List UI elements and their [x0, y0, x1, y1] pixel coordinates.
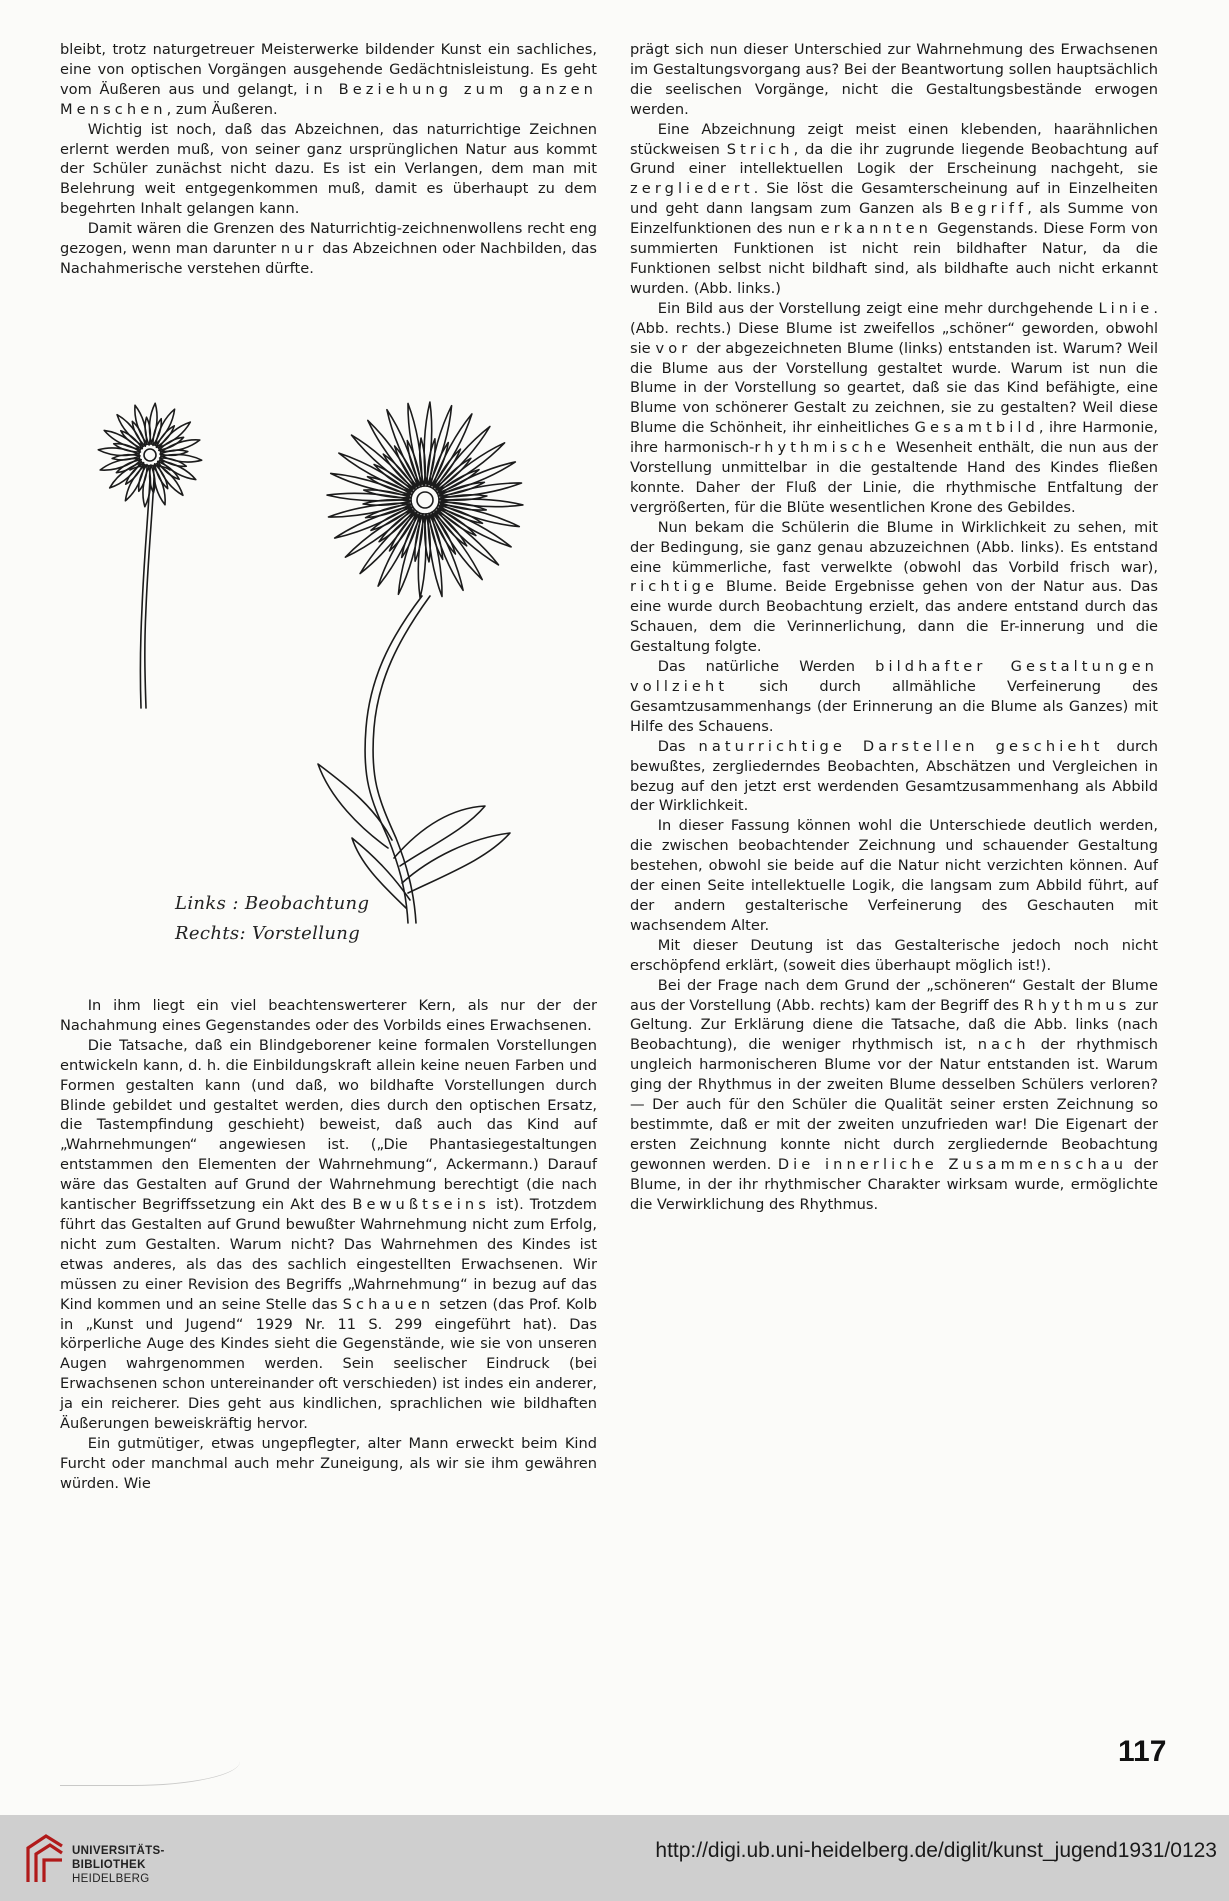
- paragraph: Das natürliche Werden bildhafter Gestaltungen vollzieht sich durch allmähliche Verfeinerung des Gesamtzusammenhangs (der Erinnerung an die Blume als Ganzes) mit Hilfe des Schauens.: [630, 658, 1158, 735]
- spaced-emphasis: richtige: [630, 578, 719, 596]
- paragraph: Damit wären die Grenzen des Naturrichtig-zeichnenwollens recht eng gezogen, wenn man darunter nur das Abzeichnen oder Nachbilden, das Nachahmerische verstehen dürfte.: [60, 220, 598, 277]
- spaced-emphasis: Linie: [1098, 299, 1154, 317]
- logo-text-line: HEIDELBERG: [72, 1873, 150, 1885]
- paragraph: prägt sich nun dieser Unterschied zur Wahrnehmung des Erwachsenen im Gestaltungsvorgang aus? Bei der Beantwortung sollen hauptsächlich die seelischen Vorgänge, nicht die Gestaltungsbestände erwogen werden.: [630, 41, 1158, 118]
- flower-drawings-figure: [70, 378, 580, 978]
- spaced-emphasis: Die innerliche Zusammenschau: [777, 1155, 1128, 1173]
- spaced-emphasis: Bewußtseins: [352, 1196, 490, 1214]
- paragraph: Wichtig ist noch, daß das Abzeichnen, das naturrichtige Zeichnen erlernt werden muß, von seiner ganz ursprünglichen Natur aus kommt der Schüler zunächst nicht dazu. Es ist ein Verlangen, dem man mit Belehrung weit entgegenkommen muß, damit es überhaupt zu dem begehrten Inhalt gelangen kann.: [60, 120, 597, 218]
- flower-drawings: [70, 378, 580, 978]
- paragraph: Ein gutmütiger, etwas ungepflegter, alter Mann erweckt beim Kind Furcht oder manchmal auch mehr Zuneigung, als wir sie ihm gewähren würden. Wie: [60, 1434, 597, 1492]
- spaced-emphasis: bildhafter Gestaltungen vollzieht: [630, 658, 1158, 695]
- paragraph: Bei der Frage nach dem Grund der „schöneren“ Gestalt der Blume aus der Vorstellung (Abb. rechts) kam der Begriff des Rhythmus zur Geltung. Zur Erklärung diene die Tatsache, daß die Abb. links (nach Beobachtung), die weniger rhythmisch ist, nach der rhythmisch ungleich harmonischeren Blume vor der Natur entstanden ist. Warum ging der Rhythmus in der zweiten Blume desselben Schülers verloren? — Der auch für den Schüler die Qualität seiner ersten Zeichnung so bestimmte, daß er mit der zweiten unzufrieden war! Die Eigenart der ersten Zeichnung konnte nicht durch zergliedernde Beobachtung gewonnen werden. Die innerliche Zusammenschau der Blume, in der ihr rhythmischer Charakter wirksam wurde, ermöglichte die Verwirklichung des Rhythmus.: [630, 976, 1158, 1213]
- spaced-emphasis: Rhythmus: [1023, 996, 1131, 1014]
- spaced-emphasis: erkannten: [820, 220, 933, 238]
- paragraph: In dieser Fassung können wohl die Unterschiede deutlich werden, die zwischen beobachtender Zeichnung und schauender Gestaltung bestehen, obwohl sie beide auf die Natur nicht verzichten können. Auf der einen Seite intellektuelle Logik, die langsam zum Abbild führt, auf der andern gestalterische Verfeinerung des Geschauten mit wachsendem Alter.: [630, 817, 1158, 934]
- spaced-emphasis: naturrichtige Darstellen geschieht: [698, 737, 1104, 755]
- paragraph: bleibt, trotz naturgetreuer Meisterwerke bildender Kunst ein sachliches, eine von optischen Vorgängen ausgehende Gedächtnisleistung. Es geht vom Äußeren aus und gelangt, in Beziehung zum ganzen Menschen, zum Äußeren.: [60, 41, 597, 118]
- footer-bar: [0, 1815, 1229, 1901]
- paragraph: Nun bekam die Schülerin die Blume in Wirklichkeit zu sehen, mit der Bedingung, sie ganz genau abzuzeichnen (Abb. links). Es entstand eine kümmerliche, fast verwelkte (obwohl das Vorbild frisch war), richtige Blume. Beide Ergebnisse gehen von der Natur aus. Das eine wurde durch Beobachtung erzielt, das andere entstand durch das Schauen, dem die Verinnerlichung, dann die Er-innerung und die Gestaltung folgte.: [630, 518, 1158, 656]
- paragraph: Mit dieser Deutung ist das Gestalterische jedoch noch nicht erschöpfend erklärt, (soweit dies überhaupt möglich ist!).: [630, 936, 1158, 974]
- paragraph: Ein Bild aus der Vorstellung zeigt eine mehr durchgehende Linie. (Abb. rechts.) Diese Blume ist zweifellos „schöner“ geworden, obwohl sie vor der abgezeichneten Blume (links) entstanden ist. Warum? Weil die Blume aus der Vorstellung gestaltet wurde. Warum ist nun die Blume in der Vorstellung so geartet, daß sie das Kind befähigte, eine Blume von schönerer Gestalt zu zeichnen, sie zu gestalten? Weil diese Blume die Schönheit, ihr einheitliches Gesamtbild, ihre Harmonie, ihre harmonisch-rhythmische Wesenheit enthält, die nun aus der Vorstellung unmittelbar in die gestaltende Hand des Kindes fließen konnte. Daher der Fluß der Linie, die rhythmische Entfaltung der vergrößerten, für die Blüte wesentlichen Krone des Gebildes.: [630, 299, 1159, 516]
- spaced-emphasis: nur: [280, 240, 318, 258]
- logo-text-line: BIBLIOTHEK: [72, 1859, 146, 1871]
- scan-artifact-line: [60, 1745, 240, 1786]
- paragraph: Die Tatsache, daß ein Blindgeborener keine formalen Vorstellungen entwickeln kann, d. h. die Einbildungskraft allein keine neuen Farben und Formen gestalten kann (und daß, wo bildhafte Vorstellungen durch Blinde gebildet und gestaltet werden, dies durch den optischen Ersatz, die Tastempfindung geschieht) beweist, daß auch das Kind auf „Wahrnehmungen“ angewiesen ist. („Die Phantasiegestaltungen entstammen den Elementen der Wahrnehmung“, Ackermann.) Darauf wäre das Gestalten auf Grund der Wahrnehmung berechtigt (die nach kantischer Begriffssetzung ein Akt des Bewußtseins ist). Trotzdem führt das Gestalten auf Grund bewußter Wahrnehmung nicht zum Erfolg, nicht zum Gestalten. Warum nicht? Das Wahrnehmen des Kindes ist etwas anderes, als das des sachlich eingestellten Erwachsenen. Wir müssen zu einer Revision des Begriffs „Wahrnehmung“ in bezug auf das Kind kommen und an seine Stelle das Schauen setzen (das Prof. Kolb in „Kunst und Jugend“ 1929 Nr. 11 S. 299 eingeführt hat). Das körperliche Auge des Kindes sieht die Gegenstände, wie sie von unseren Augen wahrgenommen werden. Sein seelischer Eindruck (bei Erwachsenen schon untereinander oft verschieden) ist indes ein anderer, ja ein reicherer. Dies geht aus kindlichen, sprachlichen wie bildhaften Äußerungen beweiskräftig hervor.: [60, 1036, 597, 1433]
- figure-caption-left: Links : Beobachtung: [175, 893, 370, 914]
- source-url-link[interactable]: http://digi.ub.uni-heidelberg.de/diglit/kunst_jugend1931/0123: [655, 1839, 1217, 1862]
- left-column-top: [60, 40, 597, 279]
- paragraph: Eine Abzeichnung zeigt meist einen klebenden, haarähnlichen stückweisen Strich, da die ihr zugrunde liegende Beobachtung auf Grund einer intellektuellen Logik der Erscheinung nachgeht, sie zergliedert. Sie löst die Gesamterscheinung auf in Einzelheiten und geht dann langsam zum Ganzen als Begriff, als Summe von Einzelfunktionen des nun erkannten Gegenstands. Diese Form von summierten Funktionen ist nicht rein bildhafter Natur, da die Funktionen selbst nicht bildhaft sind, als bildhafte auch nicht erkannt wurden. (Abb. links.): [630, 120, 1158, 297]
- left-flower-drawing: [98, 403, 201, 708]
- figure-caption-right: Rechts: Vorstellung: [175, 923, 361, 944]
- spaced-emphasis: vor: [655, 339, 692, 357]
- right-flower-drawing: [318, 402, 523, 923]
- logo-text-line: UNIVERSITÄTS-: [72, 1845, 165, 1857]
- spaced-emphasis: Strich: [726, 140, 794, 158]
- spaced-emphasis: rhythmische: [754, 439, 891, 457]
- page-number: 117: [1118, 1735, 1167, 1768]
- spaced-emphasis: Gesamtbild: [914, 419, 1039, 437]
- paragraph: Das naturrichtige Darstellen geschieht durch bewußtes, zergliederndes Beobachten, Abschätzen und Vergleichen in bezug auf den jetzt erst werdenden Gesamtzusammenhang als Abbild der Wirklichkeit.: [630, 737, 1158, 815]
- spaced-emphasis: Begriff: [950, 200, 1028, 218]
- left-column-bottom: [60, 996, 597, 1494]
- paragraph: In ihm liegt ein viel beachtenswerterer Kern, als nur der der Nachahmung eines Gegenstandes oder des Vorbilds eines Erwachsenen.: [60, 997, 597, 1034]
- spaced-emphasis: Schauen: [342, 1295, 435, 1313]
- spaced-emphasis: zergliedert: [630, 180, 754, 198]
- spaced-emphasis: in Beziehung zum ganzen Menschen: [60, 80, 597, 118]
- spaced-emphasis: nach: [977, 1036, 1030, 1054]
- university-library-logo-icon[interactable]: [22, 1830, 68, 1888]
- right-column: [630, 40, 1158, 1214]
